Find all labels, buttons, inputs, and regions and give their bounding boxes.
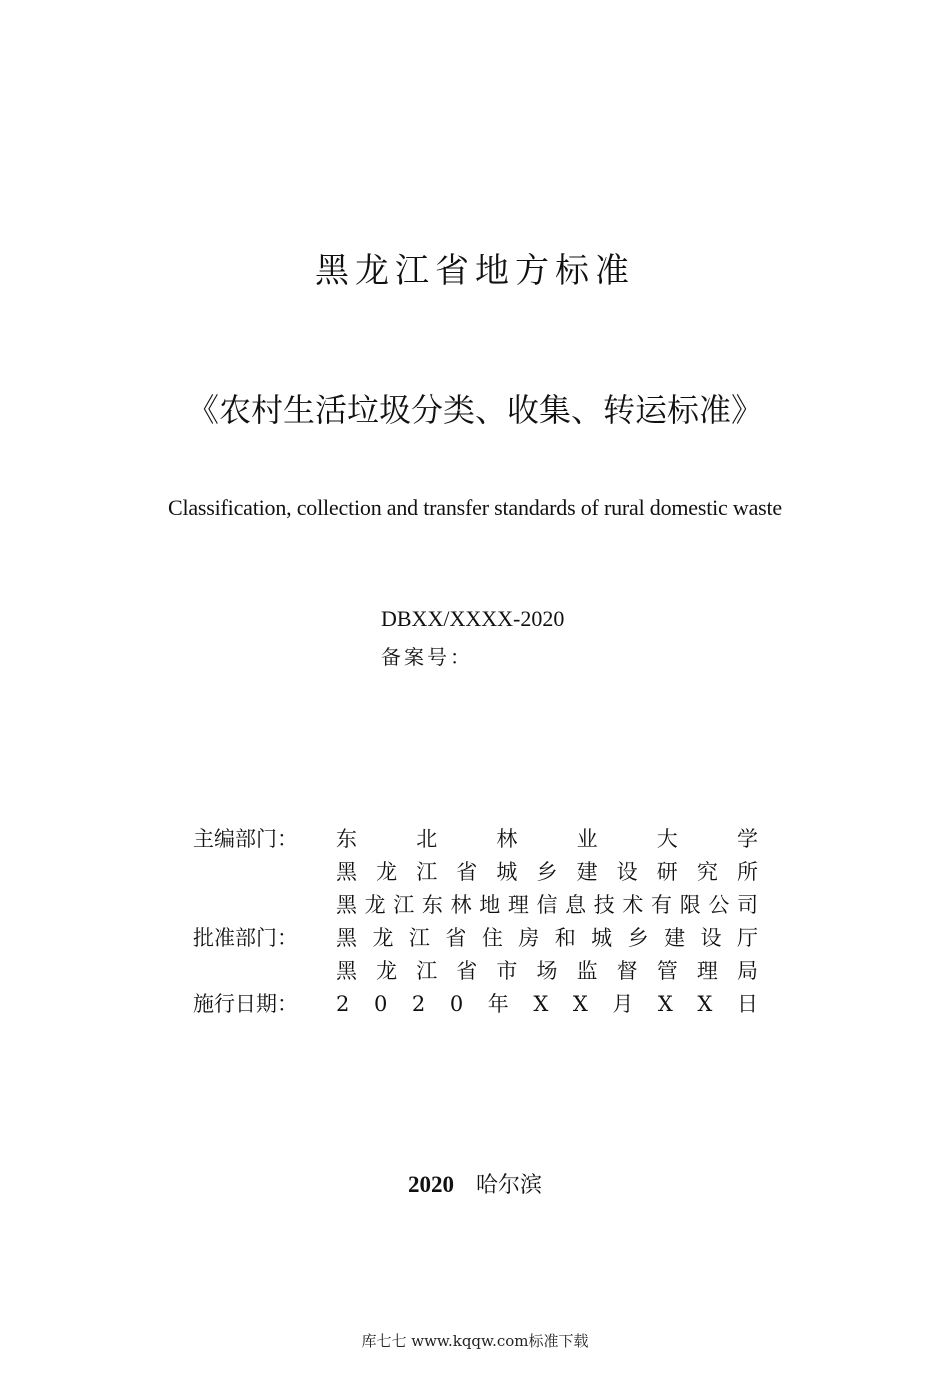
document-title-chinese: 《农村生活垃圾分类、收集、转运标准》: [186, 391, 763, 429]
page-header-title: 黑龙江省地方标准: [315, 251, 635, 291]
approver-value: 黑 龙 江 省 住 房 和 城 乡 建 设 厅: [336, 926, 758, 950]
effective-date-value: 2 0 2 0 年 X X 月 X X 日: [336, 992, 758, 1016]
editor-value: 黑 龙 江 省 城 乡 建 设 研 究 所: [336, 860, 758, 884]
editor-value: 黑 龙 江 东 林 地 理 信 息 技 术 有 限 公 司: [336, 893, 758, 917]
record-number-label: 备案号：: [381, 645, 473, 669]
approver-label: 批准部门：: [193, 926, 298, 950]
footer-watermark-text: 库七七 www.kqqw.com标准下载: [361, 1332, 589, 1350]
info-row-approver-1: [193, 922, 758, 955]
info-row-editor-1: [193, 823, 758, 856]
approver-value: 黑 龙 江 省 市 场 监 督 管 理 局: [336, 959, 758, 983]
standard-number: DBXX/XXXX-2020: [381, 606, 565, 631]
editor-label: 主编部门：: [193, 827, 298, 851]
publish-line: [0, 1168, 950, 1203]
info-row-editor-3: [193, 889, 758, 922]
info-row-date: [193, 988, 758, 1021]
document-title-english: Classification, collection and transfer standards of rural domestic waste: [167, 495, 783, 520]
editor-value: 东 北 林 业 大 学: [336, 827, 758, 851]
info-row-approver-2: [193, 955, 758, 988]
publish-city: 哈尔滨: [475, 1173, 542, 1198]
effective-date-label: 施行日期：: [193, 992, 298, 1016]
info-row-editor-2: [193, 856, 758, 889]
info-table: [193, 823, 758, 1021]
publish-year: 2020: [407, 1172, 454, 1197]
